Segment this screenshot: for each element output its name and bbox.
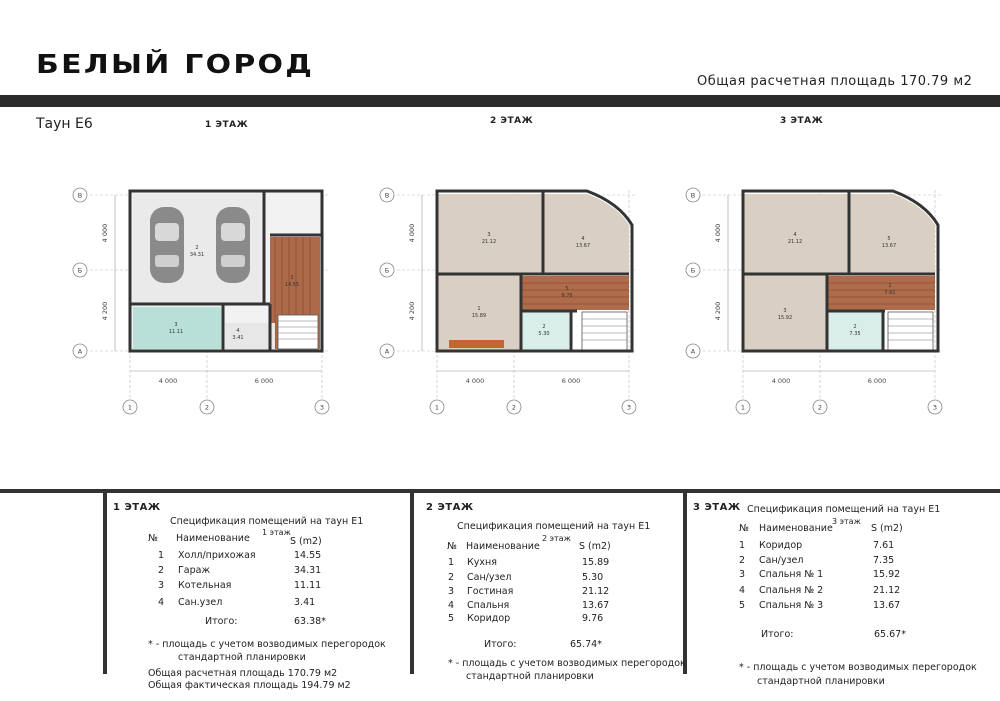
room-number: 5 [887,236,891,242]
spec-row-num: 1 [739,540,746,551]
spec-note: * - площадь с учетом возводимых перегородок [148,639,386,650]
spec-row-name: Коридор [467,613,511,624]
axis-row-label: В [384,191,390,200]
dim-label: 4 000 [158,377,178,385]
dim-label: 4 000 [771,377,791,385]
spec-row-name: Сан/узел [467,572,512,583]
col-num: № [447,541,457,552]
room-area: 11.11 [168,329,184,335]
spec-header: 3 ЭТАЖ [693,502,741,513]
axis-row-label: В [690,191,696,200]
spec-row-name: Гостиная [467,586,514,597]
axis-col-label: 3 [932,403,938,412]
room-number: 3 [783,308,787,314]
spec-total-value: 63.38* [294,616,326,627]
top-divider-bar [0,95,1000,107]
axis-row-label: А [690,347,696,356]
spec-subtitle: 1 этаж [262,528,291,537]
spec-total-value: 65.74* [570,639,602,650]
spec-extra: Общая фактическая площадь 194.79 м2 [148,680,351,691]
spec-note: * - площадь с учетом возводимых перегородок [739,662,977,673]
room-area: 21.12 [481,239,497,245]
spec-row-area: 9.76 [582,613,604,624]
dim-label: 4 200 [714,301,722,321]
spec-row-num: 4 [158,597,165,608]
spec-row-area: 21.12 [873,585,901,596]
axis-row-label: В [77,191,83,200]
spec-title: Спецификация помещений на таун Е1 [170,516,364,527]
spec-row-area: 34.31 [294,565,322,576]
column-divider [103,489,107,674]
col-area: S (m2) [579,541,611,552]
room-number: 3 [487,232,491,238]
dim-label: 6 000 [254,377,274,385]
axis-col-label: 3 [319,403,325,412]
floor3-plan [673,175,963,420]
spec-row-area: 21.12 [582,586,610,597]
bottom-divider-bar [0,489,1000,493]
spec-row-name: Коридор [759,540,803,551]
col-area: S (m2) [290,536,322,547]
dim-label: 6 000 [561,377,581,385]
spec-subtitle: 2 этаж [542,534,571,543]
spec-row-area: 13.67 [873,600,901,611]
room-area: 9.76 [561,293,573,299]
room-number: 1 [290,275,294,281]
spec-row-name: Гараж [178,565,211,576]
room-number: 5 [565,286,569,292]
spec-title: Спецификация помещений на таун Е1 [457,521,651,532]
spec-note: * - площадь с учетом возводимых перегородок [448,658,686,669]
spec-row-num: 4 [739,585,746,596]
room-number: 1 [888,283,892,289]
room-number: 1 [477,306,481,312]
spec-row-area: 15.92 [873,569,901,580]
floor2-plan-title: 2 ЭТАЖ [490,116,534,126]
spec-row-num: 3 [158,580,165,591]
spec-row-area: 7.61 [873,540,895,551]
room-area: 7.35 [849,331,861,337]
axis-col-label: 1 [127,403,133,412]
axis-col-label: 1 [434,403,440,412]
dim-label: 4 200 [408,301,416,321]
floor2-corridor-room [521,276,629,310]
spec-row-area: 3.41 [294,597,316,608]
spec-total-label: Итого: [484,639,517,650]
spec-extra: Общая расчетная площадь 170.79 м2 [148,668,338,679]
room-number: 4 [793,232,797,238]
col-num: № [739,523,749,534]
room-number: 4 [236,328,240,334]
spec-row-name: Холл/прихожая [178,550,256,561]
room-area: 21.12 [787,239,803,245]
spec-row-name: Спальня [467,600,510,611]
column-divider [683,489,687,674]
spec-row-name: Спальня № 2 [759,585,824,596]
total-area-label: Общая расчетная площадь 170.79 м2 [697,74,973,89]
spec-row-num: 3 [448,586,455,597]
spec-row-area: 5.30 [582,572,604,583]
spec-row-num: 1 [448,557,455,568]
stairs-icon [582,312,627,350]
spec-row-area: 15.89 [582,557,610,568]
axis-row-label: А [77,347,83,356]
dim-label: 4 200 [101,301,109,321]
room-area: 14.55 [284,282,300,288]
room-area: 13.67 [575,243,591,249]
axis-row-label: А [384,347,390,356]
room-area: 7.61 [884,290,896,296]
floor1-plan [60,175,350,420]
spec-row-name: Кухня [467,557,497,568]
floor1-boiler-room [133,307,221,349]
spec-row-area: 13.67 [582,600,610,611]
spec-row-num: 5 [739,600,746,611]
room-area: 15.89 [471,313,487,319]
spec-row-num: 2 [158,565,165,576]
col-num: № [148,533,158,544]
room-area: 13.67 [881,243,897,249]
axis-col-label: 3 [626,403,632,412]
floor1-plan-title: 1 ЭТАЖ [205,120,249,130]
room-number: 4 [581,236,585,242]
room-area: 15.92 [777,315,793,321]
spec-row-area: 14.55 [294,550,322,561]
spec-header: 1 ЭТАЖ [113,502,161,513]
spec-note: стандартной планировки [757,676,885,687]
project-name: Таун Е6 [36,116,93,132]
stairs-icon [278,315,318,349]
spec-row-num: 2 [739,555,746,566]
spec-row-num: 1 [158,550,165,561]
spec-row-num: 4 [448,600,455,611]
spec-total-label: Итого: [205,616,238,627]
col-name: Наименование [466,541,540,552]
spec-row-num: 3 [739,569,746,580]
spec-row-name: Спальня № 1 [759,569,824,580]
axis-col-label: 2 [817,403,823,412]
room-area: 5.30 [538,331,550,337]
car-icon [216,207,250,283]
spec-note: стандартной планировки [466,671,594,682]
col-name: Наименование [176,533,250,544]
col-name: Наименование [759,523,833,534]
column-divider [410,489,414,674]
spec-title: Спецификация помещений на таун Е1 [747,504,941,515]
dim-label: 6 000 [867,377,887,385]
spec-total-value: 65.67* [874,629,906,640]
dim-label: 4 000 [465,377,485,385]
axis-col-label: 2 [511,403,517,412]
spec-row-area: 11.11 [294,580,322,591]
dim-label: 4 000 [101,223,109,243]
spec-subtitle: 3 этаж [832,517,861,526]
room-number: 2 [195,245,199,251]
room-area: 3.41 [232,335,244,341]
room-area: 34.31 [189,252,205,258]
spec-row-name: Спальня № 3 [759,600,824,611]
spec-row-name: Котельная [178,580,232,591]
room-number: 2 [542,324,546,330]
spec-note: стандартной планировки [178,652,306,663]
spec-row-num: 5 [448,613,455,624]
kitchen-counter [449,340,504,348]
spec-row-name: Сан.узел [178,597,223,608]
brand-logo: БЕЛЫЙ ГОРОД [36,50,315,80]
room-number: 2 [853,324,857,330]
floor3-corridor-room [827,276,935,310]
axis-row-label: Б [77,266,83,275]
axis-col-label: 2 [204,403,210,412]
axis-col-label: 1 [740,403,746,412]
axis-row-label: Б [384,266,390,275]
spec-header: 2 ЭТАЖ [426,502,474,513]
col-area: S (m2) [871,523,903,534]
spec-row-area: 7.35 [873,555,895,566]
floor3-plan-title: 3 ЭТАЖ [780,116,824,126]
room-number: 3 [174,322,178,328]
spec-row-name: Сан/узел [759,555,804,566]
spec-total-label: Итого: [761,629,794,640]
stairs-icon [888,312,933,350]
dim-label: 4 000 [408,223,416,243]
car-icon [150,207,184,283]
dim-label: 4 000 [714,223,722,243]
spec-row-num: 2 [448,572,455,583]
axis-row-label: Б [690,266,696,275]
floor2-plan [367,175,657,420]
